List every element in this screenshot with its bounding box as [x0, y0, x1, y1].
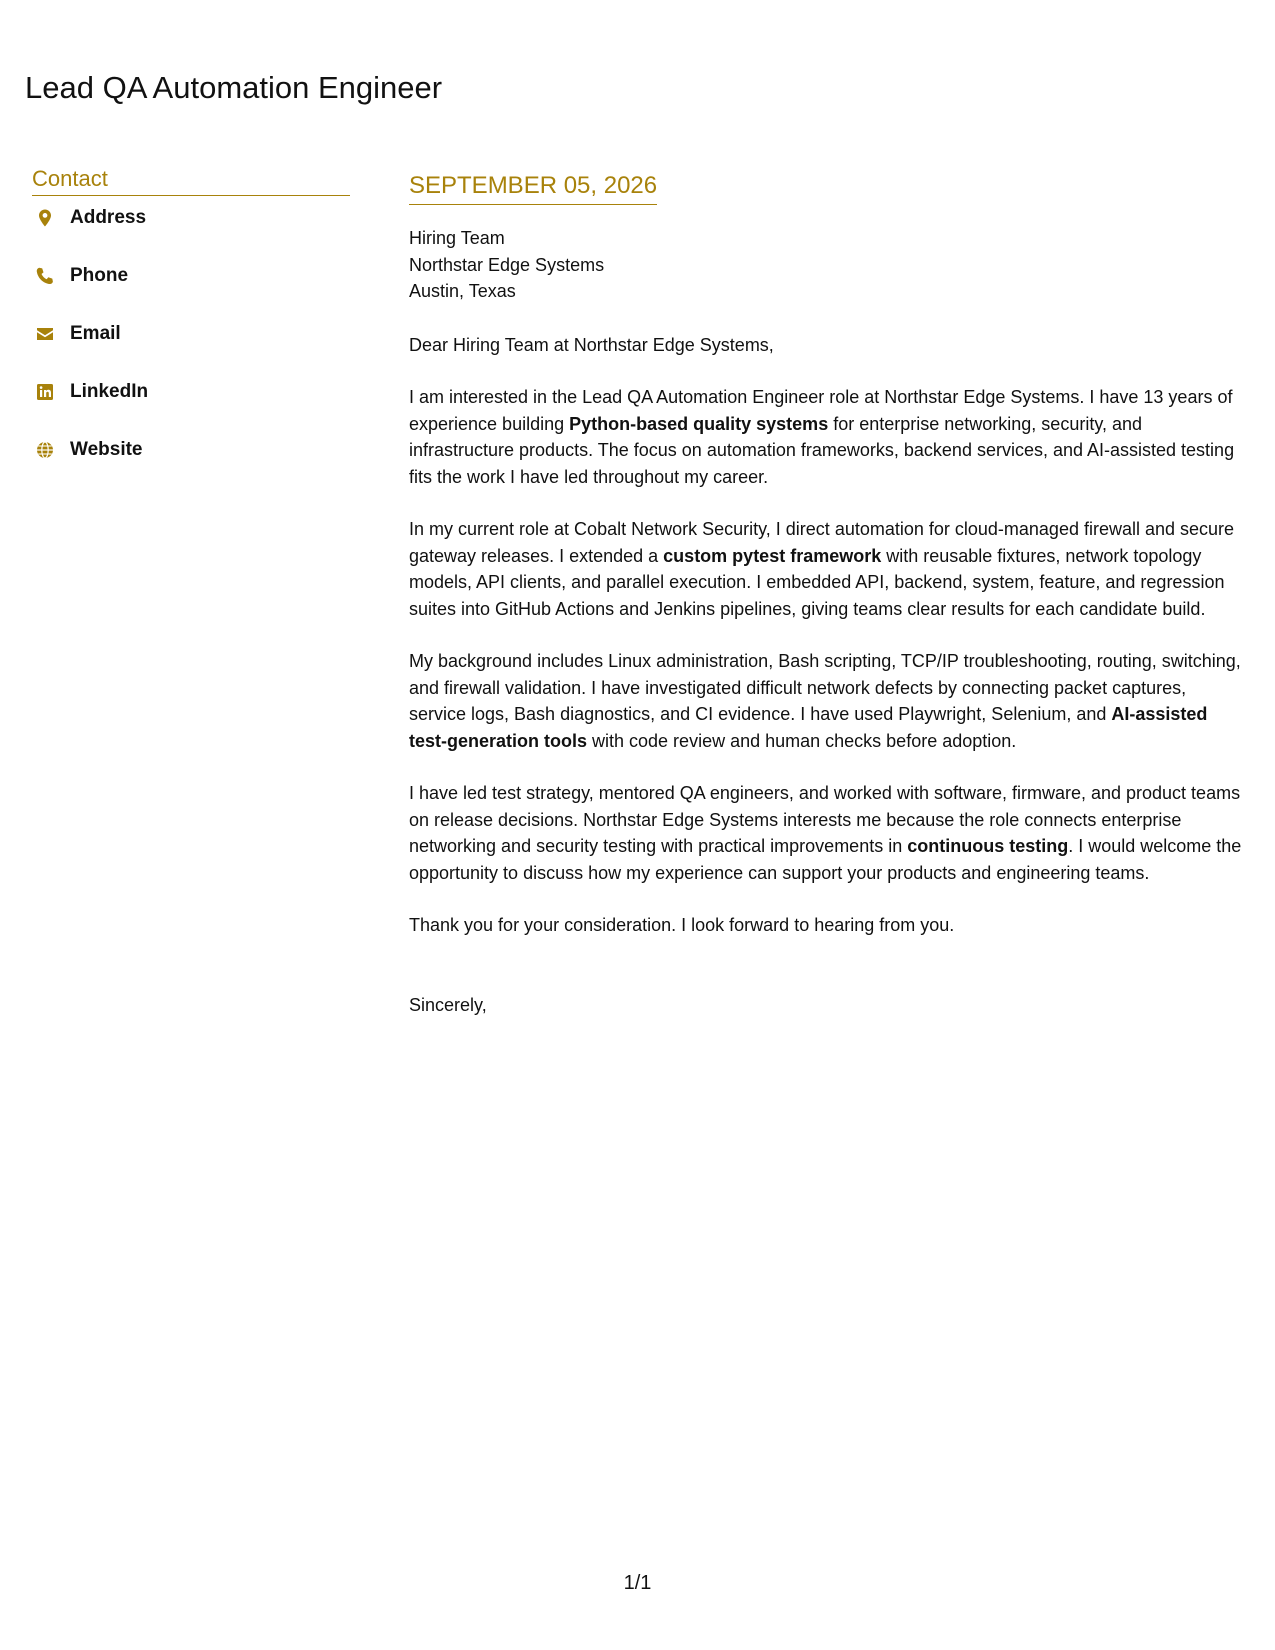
- contact-item-phone[interactable]: [32, 254, 350, 312]
- contact-item-address[interactable]: [32, 196, 350, 254]
- map-pin-icon: [35, 208, 55, 228]
- contact-label-phone: Phone: [70, 265, 129, 286]
- contact-sidebar: [32, 166, 350, 486]
- paragraph-text: My background includes Linux administration, Bash scripting, TCP/IP troubleshooting, routing, switching, and firewall validation. I have investigated difficult network defects by connecting packet captures, service logs, Bash diagnostics, and CI evidence. I have used Playwright, Selenium, and: [409, 651, 1241, 724]
- contact-heading: Contact: [32, 166, 350, 196]
- greeting: Dear Hiring Team at Northstar Edge Systems,: [409, 334, 774, 355]
- paragraph-emphasis: continuous testing: [907, 836, 1069, 856]
- paragraph-emphasis: Python-based quality systems: [569, 413, 829, 434]
- contact-list: [32, 196, 350, 486]
- linkedin-icon: [35, 382, 55, 402]
- paragraph-emphasis: AI-assisted test-generation tools: [409, 704, 1208, 751]
- globe-icon: [35, 440, 55, 460]
- paragraph-text: In my current role at Cobalt Network Security, I direct automation for cloud-managed firewall and secure gateway releases. I extended a: [409, 519, 1235, 566]
- paragraph-text: with reusable fixtures, network topology models, API clients, and parallel execution. I embedded API, backend, system, feature, and regression suites into GitHub Actions and Jenkins pipelines, giving teams clear results for each candidate build.: [409, 545, 1225, 619]
- paragraph-4: [409, 780, 1247, 886]
- recipient-line: Hiring Team: [409, 228, 505, 248]
- recipient-line: Northstar Edge Systems: [409, 254, 605, 275]
- envelope-icon: [35, 324, 55, 344]
- recipient-block: [409, 225, 1247, 305]
- letter-body: [409, 166, 1247, 1018]
- paragraph-text: I have led test strategy, mentored QA engineers, and worked with software, firmware, and product teams on release decisions. Northstar Edge Systems interests me because the role connects enterprise networking and security testing with practical improvements in: [409, 783, 1241, 856]
- letter-date: SEPTEMBER 05, 2026: [409, 172, 657, 205]
- paragraph-3: [409, 648, 1247, 754]
- contact-label-website: Website: [70, 439, 143, 460]
- paragraph-emphasis: custom pytest framework: [663, 545, 882, 566]
- paragraph-text: with code review and human checks before adoption.: [587, 730, 1017, 751]
- contact-item-linkedin[interactable]: [32, 370, 350, 428]
- paragraph-1: [409, 384, 1247, 490]
- contact-label-linkedin: LinkedIn: [70, 381, 149, 402]
- closing: Sincerely,: [409, 994, 487, 1015]
- recipient-line: Austin, Texas: [409, 281, 516, 301]
- paragraph-5: Thank you for your consideration. I look forward to hearing from you.: [409, 915, 955, 935]
- paragraph-text: for enterprise networking, security, and infrastructure products. The focus on automation frameworks, backend services, and AI-assisted testing fits the work I have led throughout my career.: [409, 413, 1235, 487]
- page-number: 1/1: [623, 1572, 652, 1594]
- paragraph-text: . I would welcome the opportunity to discuss how my experience can support your products and engineering teams.: [409, 836, 1242, 883]
- contact-label-address: Address: [70, 207, 147, 228]
- contact-item-website[interactable]: [32, 428, 350, 486]
- contact-item-email[interactable]: [32, 312, 350, 370]
- paragraph-2: [409, 516, 1247, 622]
- paragraph-text: I am interested in the Lead QA Automation Engineer role at Northstar Edge Systems. I have 13 years of experience building: [409, 387, 1233, 434]
- contact-label-email: Email: [70, 323, 121, 344]
- phone-icon: [35, 266, 55, 286]
- document-title: Lead QA Automation Engineer: [25, 70, 443, 105]
